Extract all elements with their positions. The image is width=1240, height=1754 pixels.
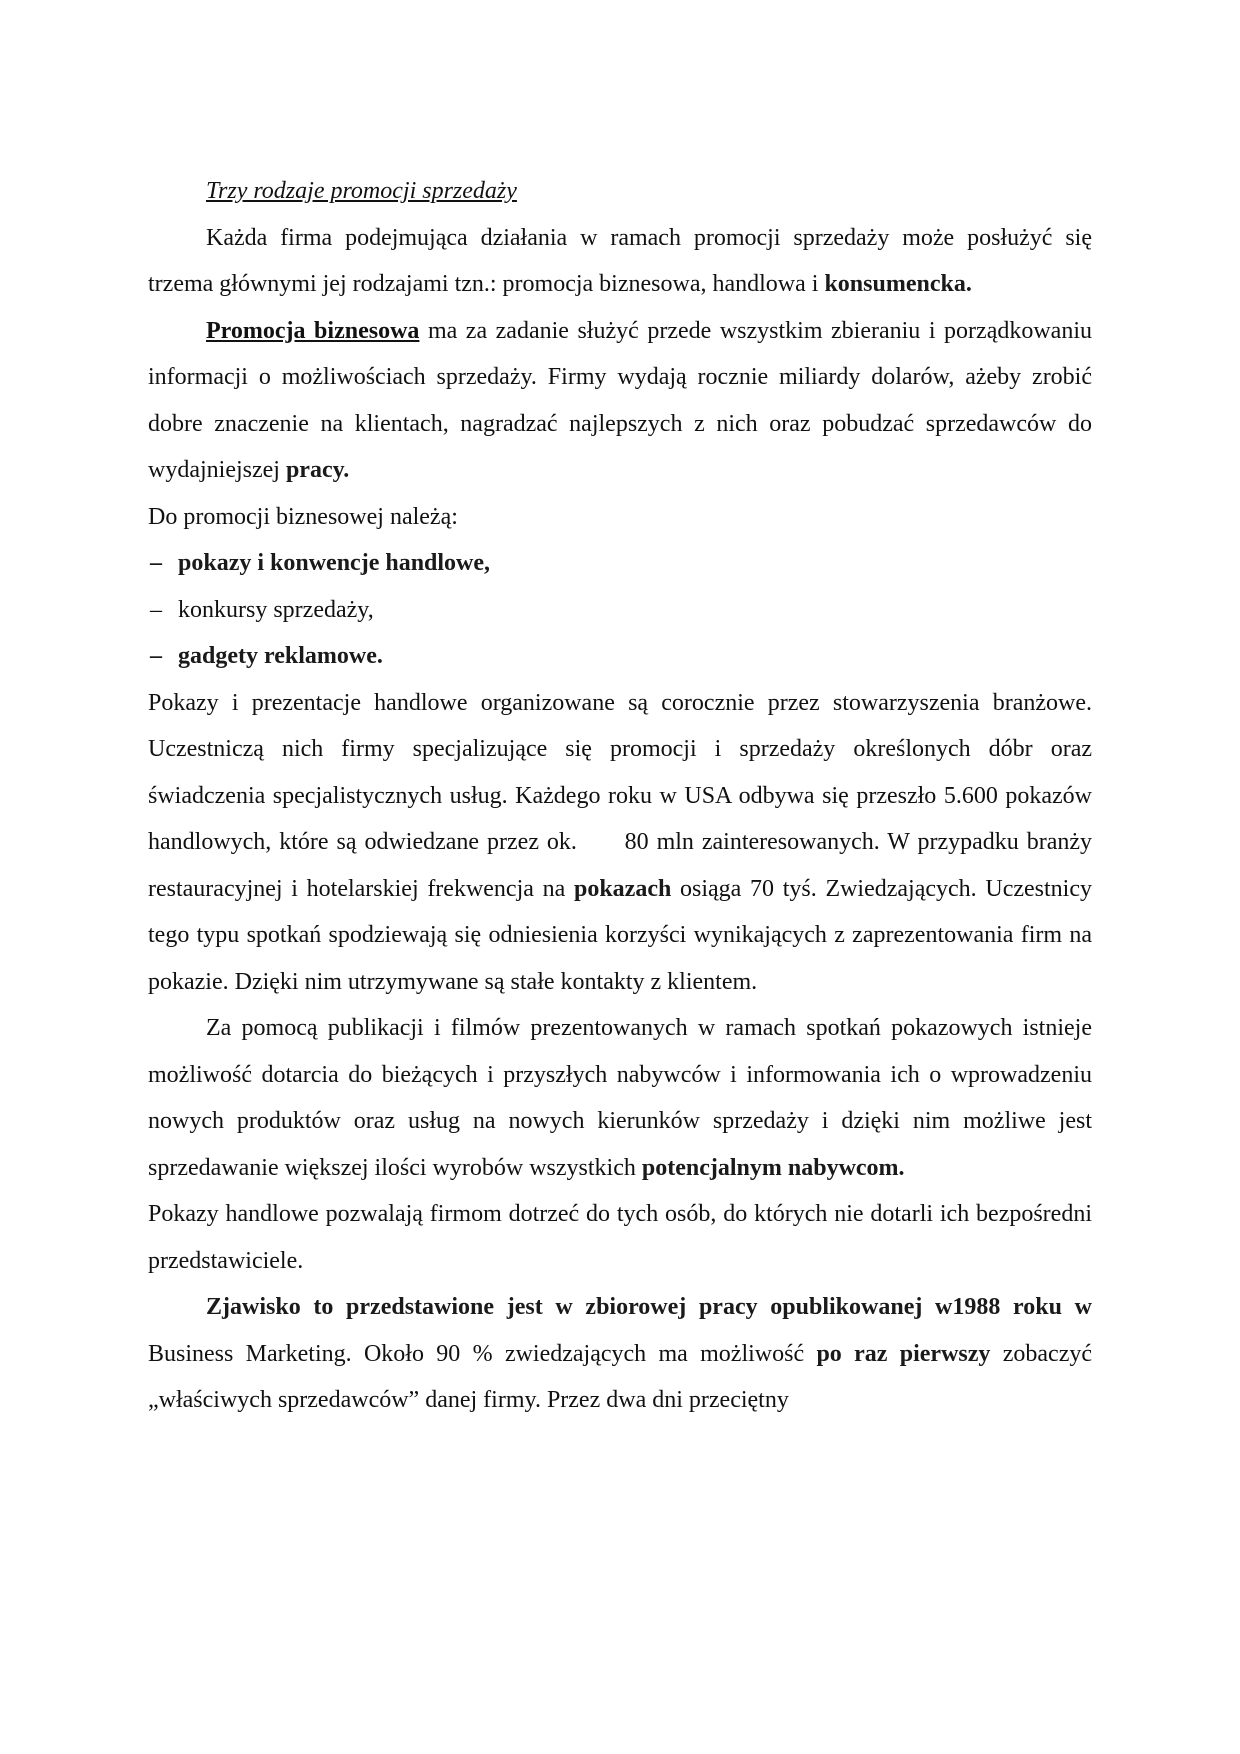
list-dash: – — [150, 550, 162, 576]
paragraph-publications-text: Za pomocą publikacji i filmów prezentowanych w ramach spotkań pokazowych istnieje możliwość dotarcia do bieżących i przyszłych nabywców i informowania ich o wprowadzeniu nowych produktów oraz usług na nowych kierunków sprzedaży i dzięki nim możliwe jest sprzedawanie większej ilości wyrobów wszystkich — [148, 1015, 1092, 1181]
list-item-text: gadgety reklamowe. — [178, 643, 383, 669]
list-item-text: konkursy sprzedaży, — [178, 596, 374, 623]
paragraph-publications-tail: potencjalnym nabywcom. — [641, 1154, 905, 1181]
paragraph-business-promotion-tail: pracy. — [285, 457, 350, 483]
paragraph-phenomenon-text-b: zobaczyć „właściwych sprzedawców” danej firmy. Przez dwa dni przeciętny — [148, 1340, 1092, 1413]
paragraph-intro — [148, 215, 1092, 308]
document-page — [148, 168, 1098, 1424]
paragraph-trade-shows — [148, 680, 1098, 1006]
business-promotion-list — [148, 540, 1092, 680]
business-promotion-term: Promocja biznesowa — [206, 317, 420, 344]
list-item — [148, 540, 1092, 587]
paragraph-publications — [148, 1005, 1092, 1191]
paragraph-intro-text: Każda firma podejmująca działania w ramach promocji sprzedaży może posłużyć się trzema głównymi jej rodzajami tzn.: promocja biznesowa, handlowa i — [148, 224, 1092, 297]
paragraph-phenomenon — [148, 1284, 1092, 1424]
paragraph-phenomenon-text-a: Business Marketing. Około 90 % zwiedzających ma możliwość — [148, 1340, 817, 1367]
paragraph-trade-shows-bold: pokazach — [573, 875, 672, 902]
paragraph-reach: Pokazy handlowe pozwalają firmom dotrzeć do tych osób, do których nie dotarli ich bezpośredni przedstawiciele. — [148, 1201, 1092, 1274]
paragraph-list-intro: Do promocji biznesowej należą: — [148, 503, 458, 530]
list-item-text: pokazy i konwencje handlowe, — [178, 550, 491, 576]
paragraph-intro-tail: konsumencka. — [824, 271, 972, 297]
list-dash: – — [150, 643, 162, 669]
paragraph-business-promotion — [148, 308, 1092, 494]
list-dash: – — [150, 596, 162, 623]
paragraph-trade-shows-text-a: Pokazy i prezentacje handlowe organizowane są corocznie przez stowarzyszenia branżowe. Uczestniczą nich firmy specjalizujące się promocji i sprzedaży określonych dóbr oraz świadczenia specjalistycznych usług. Każdego roku w USA odbywa się przeszło 5.600 pokazów handlowych, które są odwiedzane przez ok. 80 mln zainteresowanych. W przypadku branży restauracyjnej i hotelarskiej frekwencja na — [148, 689, 1098, 902]
paragraph-phenomenon-bold: Zjawisko to przedstawione jest w zbiorowej pracy opublikowanej w1988 roku w — [206, 1294, 1092, 1320]
list-item — [148, 587, 1092, 634]
list-item — [148, 633, 1092, 680]
document-title: Trzy rodzaje promocji sprzedaży — [206, 178, 517, 204]
paragraph-trade-shows-text-b: osiąga 70 tyś. Zwiedzających. Uczestnicy tego typu spotkań spodziewają się odniesienia korzyści wynikających z zaprezentowania firm na pokazie. Dzięki nim utrzymywane są stałe kontakty z klientem. — [148, 875, 1093, 995]
paragraph-phenomenon-bold2: po raz pierwszy — [816, 1340, 991, 1367]
paragraph-business-promotion-text: ma za zadanie służyć przede wszystkim zbieraniu i porządkowaniu informacji o możliwościach sprzedaży. Firmy wydają rocznie miliardy dolarów, ażeby zrobić dobre znaczenie na klientach, nagradzać najlepszych z nich oraz pobudzać sprzedawców do wydajniejszej — [148, 317, 1093, 483]
